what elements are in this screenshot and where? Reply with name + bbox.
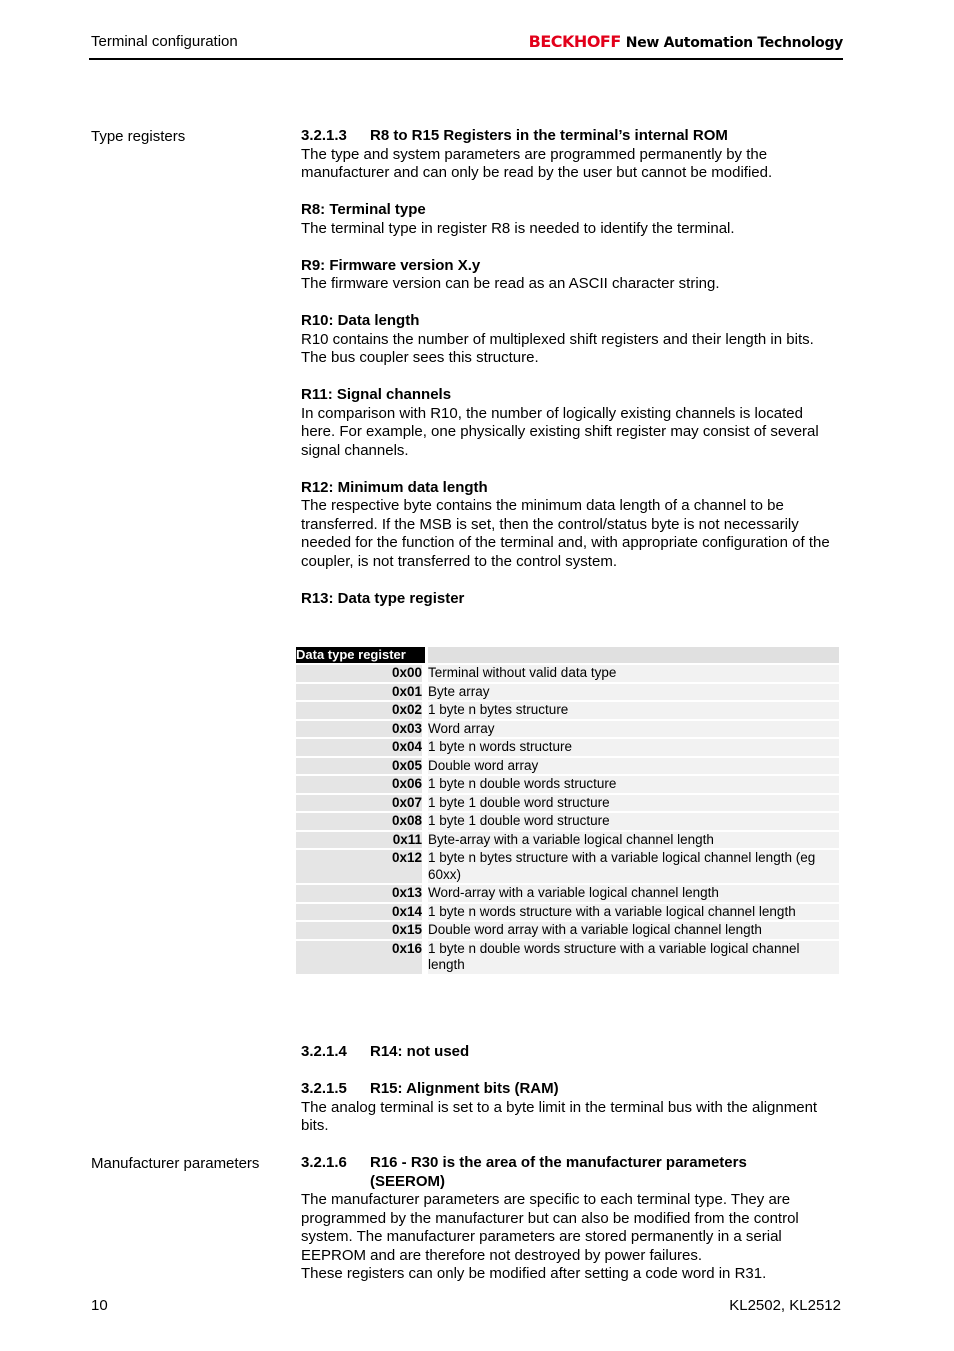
table-row xyxy=(296,922,839,939)
header-rule xyxy=(89,58,843,60)
header-section-title: Terminal configuration xyxy=(91,33,238,50)
data-type-description: 1 byte n double words structure xyxy=(428,776,839,793)
data-type-code: 0x08 xyxy=(296,813,428,830)
data-type-description: Word array xyxy=(428,721,839,738)
data-type-description: Double word array xyxy=(428,758,839,775)
section-number: 3.2.1.5 xyxy=(301,1080,347,1097)
r12-heading: R12: Minimum data length xyxy=(301,478,488,496)
data-type-description: Byte-array with a variable logical channel length xyxy=(428,832,839,849)
manufacturer-text: The manufacturer parameters are specific to each terminal type. They are programmed by the manufacturer but can also be modified from the control system. The manufacturer parameters are stored permanently in a serial EEPROM and are therefore not destroyed by power failures. xyxy=(301,1191,799,1264)
table-row xyxy=(296,776,839,793)
sidebar-type-registers: Type registers xyxy=(91,128,186,145)
data-type-code: 0x11 xyxy=(296,832,428,849)
brand-logo xyxy=(529,32,843,52)
page-number: 10 xyxy=(91,1297,108,1314)
data-type-code: 0x13 xyxy=(296,885,428,902)
section-title: R14: not used xyxy=(370,1043,470,1060)
table-row xyxy=(296,758,839,775)
brand-name: BECKHOFF xyxy=(528,32,621,51)
r8-text: The terminal type in register R8 is needed to identify the terminal. xyxy=(301,219,735,237)
data-type-description: 1 byte n words structure with a variable logical channel length xyxy=(428,904,839,921)
table-header-blank xyxy=(428,647,839,663)
table-row xyxy=(296,941,839,974)
table-row xyxy=(296,885,839,902)
r11-text: In comparison with R10, the number of logically existing channels is located here. For example, one physically existing shift register may consist of several signal channels. xyxy=(301,404,819,459)
data-type-code: 0x05 xyxy=(296,758,428,775)
table-row xyxy=(296,684,839,701)
main-column-top xyxy=(301,127,841,608)
section-heading-3214 xyxy=(301,1043,841,1062)
table-row xyxy=(296,721,839,738)
data-type-description: Byte array xyxy=(428,684,839,701)
manufacturer-text-2: These registers can only be modified after setting a code word in R31. xyxy=(301,1265,767,1282)
main-column-bottom xyxy=(301,1043,841,1136)
data-type-code: 0x12 xyxy=(296,850,428,883)
data-type-code: 0x04 xyxy=(296,739,428,756)
section-intro: The type and system parameters are programmed permanently by the manufacturer and can only be read by the user but cannot be modified. xyxy=(301,145,773,181)
main-column-manufacturer xyxy=(301,1154,841,1284)
section-title: R15: Alignment bits (RAM) xyxy=(370,1080,559,1097)
data-type-code: 0x00 xyxy=(296,665,428,682)
r11-heading: R11: Signal channels xyxy=(301,386,452,403)
data-type-code: 0x14 xyxy=(296,904,428,921)
table-header: Data type register xyxy=(296,647,428,663)
table-row xyxy=(296,665,839,682)
table-row xyxy=(296,832,839,849)
sidebar-manufacturer-parameters: Manufacturer parameters xyxy=(91,1155,260,1172)
product-name: KL2502, KL2512 xyxy=(729,1297,841,1314)
data-type-description: 1 byte n double words structure with a variable logical channel length xyxy=(428,941,839,974)
data-type-description: 1 byte n bytes structure with a variable logical channel length (eg 60xx) xyxy=(428,850,839,883)
data-type-description: 1 byte 1 double word structure xyxy=(428,795,839,812)
data-type-description: Terminal without valid data type xyxy=(428,665,839,682)
section-number: 3.2.1.4 xyxy=(301,1043,347,1060)
section-title: R16 - R30 is the area of the manufacturer parameters (SEEROM) xyxy=(370,1154,747,1190)
r12-text: The respective byte contains the minimum data length of a channel to be transferred. If the MSB is set, then the control/status byte is not necessarily needed for the function of the terminal and, with appropriate configuration of the coupler, is not transferred to the control system. xyxy=(301,497,830,570)
section-heading-3216 xyxy=(301,1154,841,1191)
data-type-code: 0x01 xyxy=(296,684,428,701)
data-type-table xyxy=(296,645,839,976)
data-type-code: 0x03 xyxy=(296,721,428,738)
table-header-row xyxy=(296,647,839,663)
data-type-code: 0x02 xyxy=(296,702,428,719)
table-row xyxy=(296,795,839,812)
data-type-code: 0x15 xyxy=(296,922,428,939)
data-type-code: 0x16 xyxy=(296,941,428,974)
data-type-description: 1 byte n words structure xyxy=(428,739,839,756)
r9-heading: R9: Firmware version X.y xyxy=(301,256,481,274)
table-row xyxy=(296,702,839,719)
data-type-code: 0x06 xyxy=(296,776,428,793)
section-title: R8 to R15 Registers in the terminal’s internal ROM xyxy=(370,127,728,144)
data-type-code: 0x07 xyxy=(296,795,428,812)
r15-text: The analog terminal is set to a byte limit in the terminal bus with the alignment bits. xyxy=(301,1098,818,1134)
r10-text: R10 contains the number of multiplexed shift registers and their length in bits. xyxy=(301,330,814,348)
table-row xyxy=(296,813,839,830)
table-row xyxy=(296,904,839,921)
r9-text: The firmware version can be read as an ASCII character string. xyxy=(301,275,720,292)
r8-heading: R8: Terminal type xyxy=(301,201,426,218)
r10-heading: R10: Data length xyxy=(301,312,420,329)
r10-text-2: The bus coupler sees this structure. xyxy=(301,349,539,366)
data-type-description: Double word array with a variable logical channel length xyxy=(428,922,839,939)
data-type-description: Word-array with a variable logical channel length xyxy=(428,885,839,902)
data-type-description: 1 byte 1 double word structure xyxy=(428,813,839,830)
r13-heading: R13: Data type register xyxy=(301,589,465,607)
section-number: 3.2.1.3 xyxy=(301,127,347,144)
table-row xyxy=(296,739,839,756)
data-type-description: 1 byte n bytes structure xyxy=(428,702,839,719)
section-heading-3215 xyxy=(301,1080,841,1099)
section-number: 3.2.1.6 xyxy=(301,1154,347,1171)
section-heading-3213 xyxy=(301,127,841,146)
table-row xyxy=(296,850,839,883)
brand-tagline: New Automation Technology xyxy=(625,35,843,51)
